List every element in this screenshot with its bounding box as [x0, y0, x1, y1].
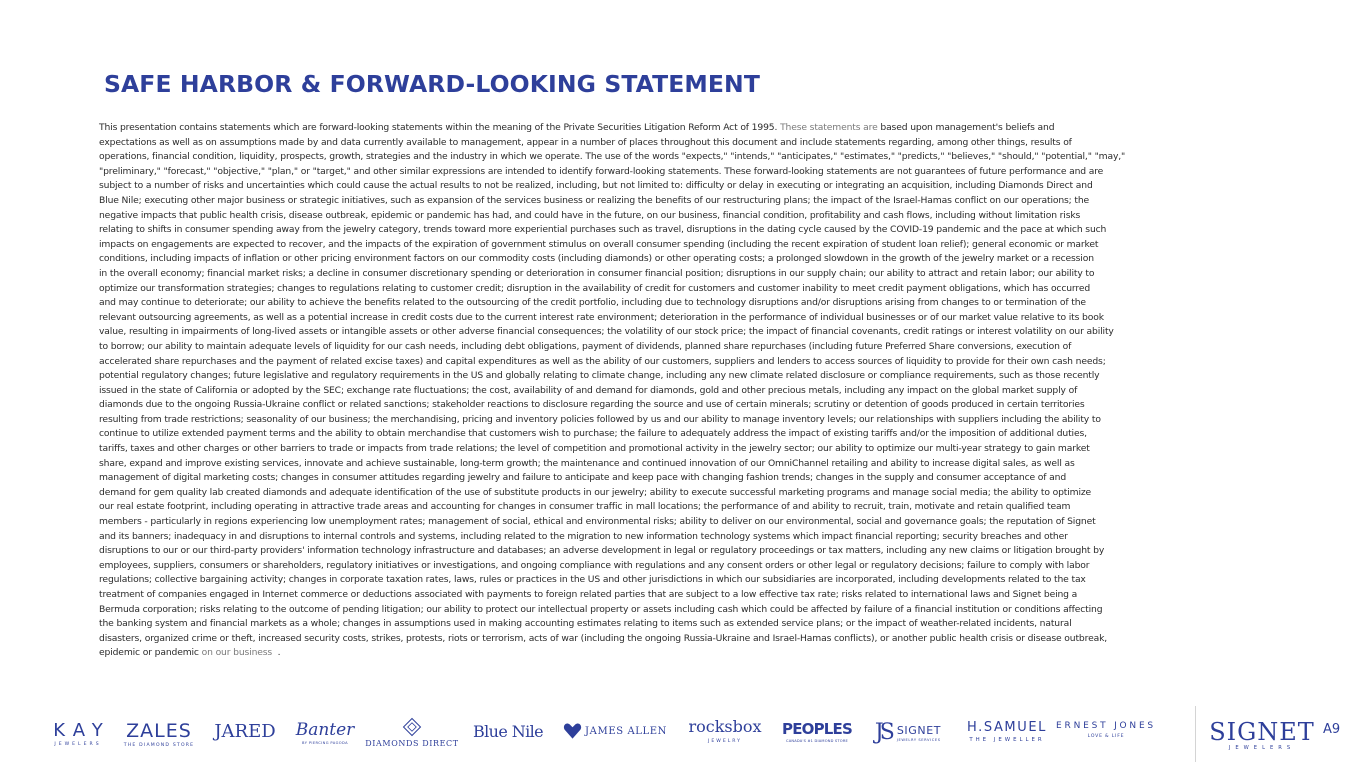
paragraph-line [99, 646, 1269, 661]
paragraph-text-muted: on our business [201, 647, 273, 659]
paragraph-line: treatment of companies engaged in Internet commerce or deductions associated with payments to foreign related parties that are subject to a low effective tax rate; risks related to international laws and Signet being a [99, 589, 1078, 600]
paragraph-line: the banking system and financial markets as a whole; changes in assumptions used in making accounting estimates relating to items such as extended service plans; or the impact of weather-related incidents, natural [99, 618, 1072, 630]
kay-logo-subtext: JEWELERS [54, 742, 102, 747]
safe-harbor-paragraph [99, 121, 1269, 661]
paragraph-line: value, resulting in impairments of long-lived assets or intangible assets or other adverse financial consequences; the volatility of our stock price; the impact of financial covenants, credit ratings or interest volatility on our ability [99, 326, 1114, 338]
heart-icon [563, 722, 582, 740]
peoples-logo-subtext: CANADA'S #1 DIAMOND STORE [785, 739, 848, 743]
banter-logo [296, 720, 354, 745]
james-allen-logo [563, 722, 667, 740]
blue-nile-logo-text: Blue Nile [472, 722, 544, 741]
paragraph-text: This presentation contains statements which are forward-looking statements within the meaning of the Private Securities Litigation Reform Act of 1995. [99, 122, 778, 133]
signet-jewelers-logo [1209, 718, 1315, 751]
paragraph-lines [99, 136, 1269, 647]
paragraph-text: based upon management's beliefs and [880, 122, 1055, 133]
paragraph-line: tariffs, taxes and other charges or other barriers to trade or impacts from trade relations; the level of competition and promotional activity in the jewelry sector; our ability to optimize our multi-year strategy to gain market [99, 443, 1090, 455]
page-title: SAFE HARBOR & FORWARD-LOOKING STATEMENT [104, 70, 760, 98]
diamonds-direct-logo-text: DIAMONDS DIRECT [365, 739, 459, 748]
paragraph-line: operations, financial condition, liquidity, prospects, growth, strategies and the industry in which we operate. The use of the words "expects," "intends," "anticipates," "estimates," "predicts," "believes," "should," "potential," "may," [99, 151, 1126, 163]
peoples-logo-text: PEOPLES [782, 720, 852, 738]
rocksbox-logo [684, 717, 766, 744]
paragraph-line: subject to a number of risks and uncertainties which could cause the actual results to not be realized, including, but not limited to: difficulty or delay in executing or integrating an acquisition, including Diamonds Direct and [99, 180, 1093, 192]
paragraph-line: accelerated share repurchases and the payment of related excise taxes) and capital expenditures as well as the ability of our customers, suppliers and lenders to access sources of liquidity to provide for their own cash needs; [99, 355, 1106, 367]
paragraph-line: Bermuda corporation; risks relating to the outcome of pending litigation; our ability to protect our intellectual property or assets including cash which could be affected by failure of a financial institution or conditions affecting [99, 603, 1103, 615]
paragraph-line [99, 121, 1269, 136]
zales-logo [124, 720, 194, 748]
paragraph-line: issued in the state of California or adopted by the SEC; exchange rate fluctuations; the cost, availability of and demand for diamonds, gold and other precious metals, including any impact on the global market supply of [99, 384, 1078, 396]
paragraph-line: share, expand and improve existing services, innovate and achieve sustainable, long-term growth; the maintenance and continued innovation of our OmniChannel retailing and ability to increase digital sales, as well as [99, 457, 1075, 469]
signet-jewelry-services-logo [872, 720, 944, 745]
paragraph-line: demand for gem quality lab created diamonds and adequate identification of the use of substitute products in our jewelry; ability to execute successful marketing programs and manage social media; the ability to optimize [99, 486, 1092, 498]
jared-logo-text: JARED [214, 721, 276, 742]
paragraph-text-muted: These statements are [780, 122, 878, 133]
paragraph-line: relevant outsourcing agreements, as well as a potential increase in credit costs due to the current interest rate environment; deterioration in the performance of individual businesses or of our market value relative to its book [99, 311, 1104, 323]
james-allen-logo-text: JAMES ALLEN [585, 725, 667, 737]
page-number: A9 [1323, 722, 1341, 737]
paragraph-line: members - particularly in regions experiencing low unemployment rates; management of social, ethical and environmental risks; ability to deliver on our environmental, social and governance goals; the reputation of Signet [99, 516, 1096, 528]
diamond-icon [402, 717, 422, 737]
paragraph-text: epidemic or pandemic [99, 647, 199, 659]
signet-js-logo-subtext: JEWELRY SERVICES [896, 737, 941, 742]
paragraph-line: regulations; collective bargaining activity; changes in corporate taxation rates, laws, rules or practices in the US and other jurisdictions in which our subsidiaries are incorporated, including developments related to the tax [99, 574, 1086, 586]
paragraph-line: potential regulatory changes; future legislative and regulatory requirements in the US and globally relating to climate change, including any new climate related disclosure or compliance requirements, such as those recently [99, 370, 1100, 382]
brand-logo-strip [0, 700, 1365, 768]
blue-nile-logo [472, 722, 544, 741]
paragraph-line: impacts on engagements are expected to recover, and the impacts of the expiration of government stimulus on overall consumer spending (including the recent expiration of student loan relief); general economic or market [99, 238, 1099, 250]
ernest-jones-logo-subtext: LOVE & LIFE [1087, 734, 1125, 739]
paragraph-line: relating to shifts in consumer spending away from the jewelry category, trends toward more experiential purchases such as travel, disruptions in the dating cycle caused by the COVID-19 pandemic and the pace at which such [99, 224, 1107, 236]
paragraph-line: to borrow; our ability to maintain adequate levels of liquidity for our cash needs, including debt obligations, payment of dividends, planned share repurchases (including future Preferred Share conversions, execution of [99, 340, 1072, 352]
paragraph-line: our real estate footprint, including operating in attractive trade areas and accounting for changes in consumer traffic in mall locations; the performance of and ability to recruit, train, motivate and retain qualified team [99, 501, 1071, 513]
paragraph-line: management of digital marketing costs; changes in consumer attitudes regarding jewelry and failure to anticipate and keep pace with changing fashion trends; changes in the supply and consumer acceptance of and [99, 472, 1067, 484]
banter-logo-subtext: BY PIERCING PAGODA [302, 741, 348, 745]
diamonds-direct-logo [365, 717, 459, 748]
footer-divider [1195, 706, 1196, 762]
paragraph-line: conditions, including impacts of inflation or other pricing environment factors on our commodity costs (including diamonds) or other operating costs; a prolonged slowdown in the growth of the jewelry market or a recession [99, 253, 1094, 265]
zales-logo-subtext: THE DIAMOND STORE [123, 743, 195, 748]
paragraph-line: negative impacts that public health crisis, disease outbreak, epidemic or pandemic has had, and could have in the future, on our business, financial condition, profitability and cash flows, including without limitation risks [99, 209, 1081, 221]
peoples-logo [782, 720, 852, 743]
signet-logo-subtext: JEWELERS [1228, 745, 1296, 751]
ernest-jones-logo-text: ERNEST JONES [1056, 721, 1156, 731]
paragraph-line: and may continue to deteriorate; our ability to achieve the benefits related to the outsourcing of the credit portfolio, including due to technology disruptions and/or disruptions arising from changes to or termination of the [99, 297, 1086, 309]
ernest-jones-logo [1056, 721, 1156, 739]
paragraph-line: diamonds due to the ongoing Russia-Ukraine conflict or related sanctions; stakeholder reactions to disclosure regarding the source and use of certain minerals; scrutiny or detention of goods produced in certain territories [99, 399, 1085, 411]
kay-logo-text: KAY [53, 720, 111, 741]
signet-js-logo-text: SIGNET [896, 723, 942, 737]
signet-logo-text: SIGNET [1209, 718, 1315, 746]
kay-logo [50, 720, 111, 747]
h-samuel-logo-text: H.SAMUEL [966, 720, 1048, 735]
paragraph-line: expectations as well as on assumptions made by and data currently available to management, appear in a number of places throughout this document and include statements regarding, among other things, results of [99, 136, 1072, 148]
paragraph-line: and its banners; inadequacy in and disruptions to internal controls and systems, including related to the migration to new information technology systems which impact financial reporting; security breaches and other [99, 530, 1068, 542]
rocksbox-logo-subtext: JEWELRY [708, 739, 742, 744]
js-monogram: JS [874, 720, 891, 745]
zales-logo-text: ZALES [126, 720, 192, 742]
paragraph-line: disruptions to our or our third-party providers' information technology infrastructure and databases; an adverse development in legal or regulatory proceedings or tax matters, including any new claims or litigation brought by [99, 545, 1105, 557]
h-samuel-logo [962, 720, 1052, 743]
paragraph-line: continue to utilize extended payment terms and the ability to obtain merchandise that customers wish to purchase; the failure to adequately address the impact of existing tariffs and/or the imposition of additional duties, [99, 428, 1087, 440]
h-samuel-logo-subtext: THE JEWELLER [969, 737, 1045, 743]
paragraph-line: employees, suppliers, consumers or shareholders, regulatory initiatives or investigations, and ongoing compliance with regulations and any consent orders or other legal or regulatory decisions; failure to comply with labor [99, 559, 1090, 571]
banter-logo-text: Banter [295, 720, 355, 740]
paragraph-line: Blue Nile; executing other major business or strategic initiatives, such as expansion of the services business or realizing the benefits of our restructuring plans; the impact of the Israel-Hamas conflict on our operations; the [99, 194, 1090, 206]
paragraph-text: . [277, 647, 281, 659]
jared-logo [212, 721, 278, 742]
paragraph-line: optimize our transformation strategies; changes to regulations relating to customer credit; disruption in the availability of credit for customers and customer inability to meet credit payment obligations, which has occurred [99, 282, 1091, 294]
paragraph-line: in the overall economy; financial market risks; a decline in consumer discretionary spending or deterioration in consumer financial position; disruptions in our supply chain; our ability to attract and retain labor; our ability to [99, 267, 1095, 279]
paragraph-line: resulting from trade restrictions; seasonality of our business; the merchandising, pricing and inventory policies followed by us and our ability to manage inventory levels; our relationships with suppliers including the ability to [99, 413, 1101, 425]
rocksbox-logo-text: rocksbox [688, 717, 762, 736]
paragraph-line: "preliminary," "forecast," "objective," "plan," or "target," and other similar expressions are intended to identify forward-looking statements. These forward-looking statements are not guarantees of future performance and are [99, 165, 1104, 177]
paragraph-line: disasters, organized crime or theft, increased security costs, strikes, protests, riots or terrorism, acts of war (including the ongoing Russia-Ukraine and Israel-Hamas conflicts), or another public health crisis or disease outbreak, [99, 632, 1108, 644]
